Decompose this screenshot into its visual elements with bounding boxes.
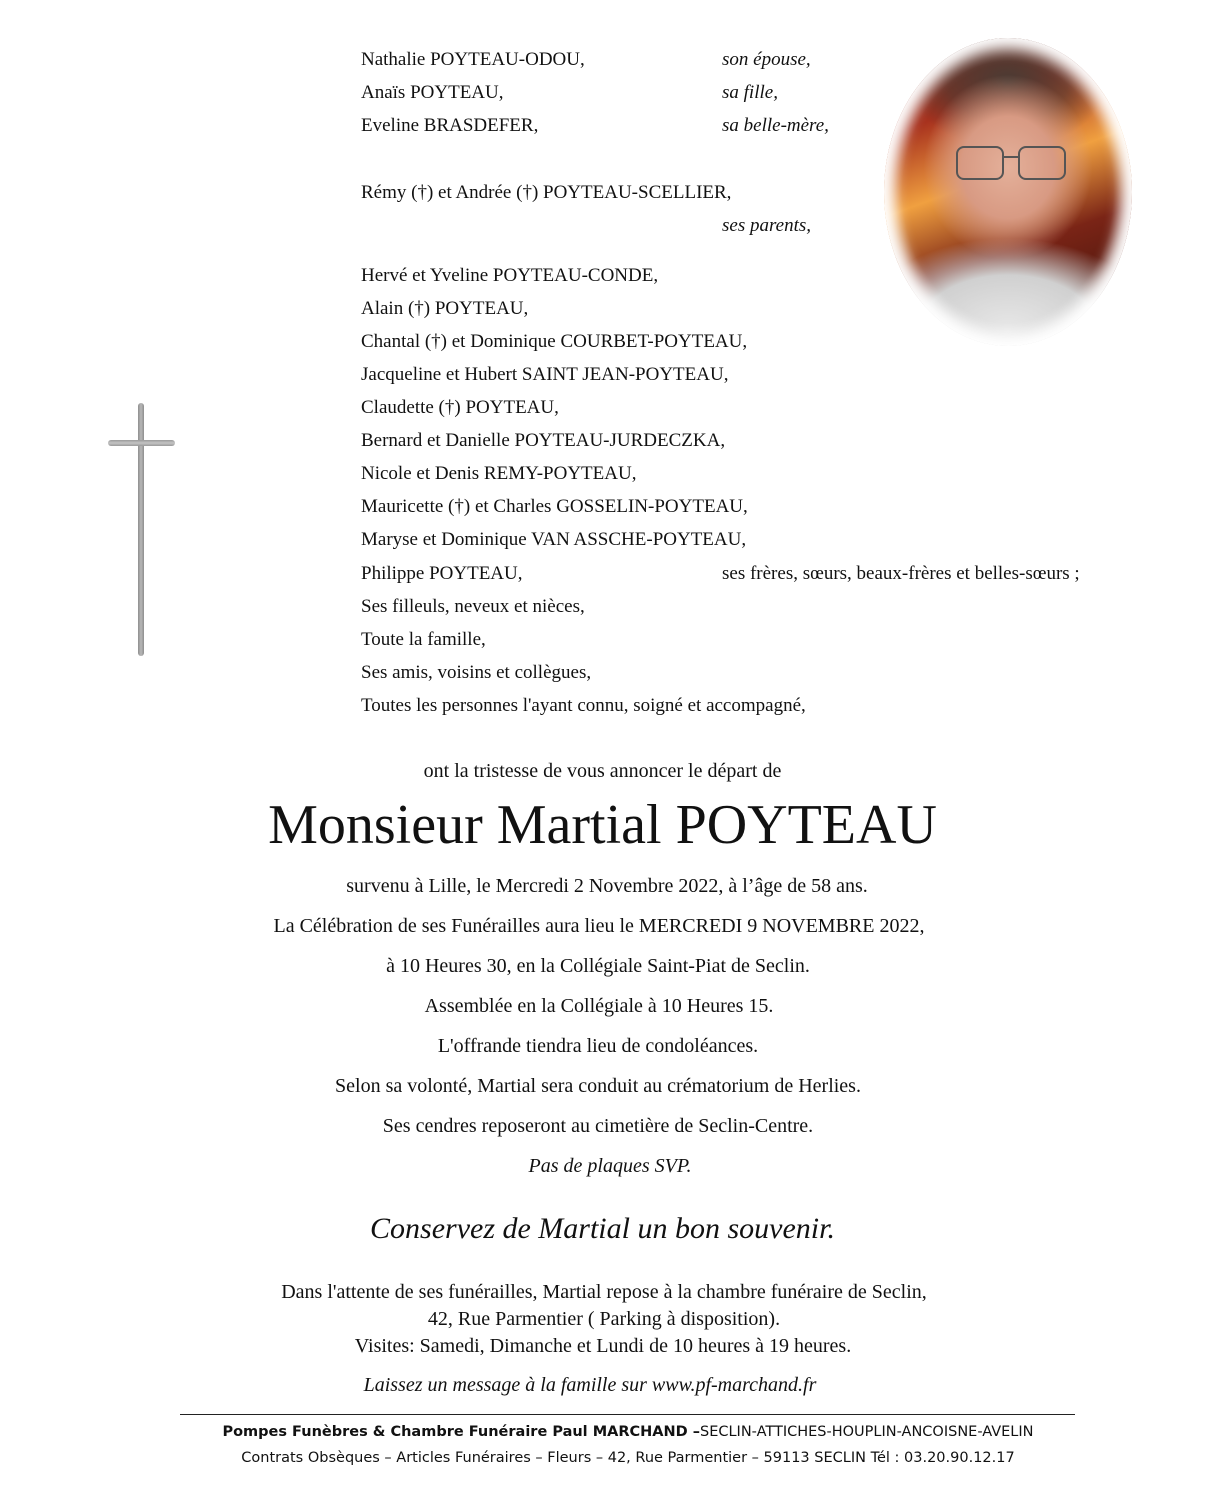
family-role: ses frères, sœurs, beaux-frères et belles-sœurs ; <box>722 563 1080 584</box>
family-name: Hervé et Yveline POYTEAU-CONDE, <box>361 265 659 286</box>
footer-company-line <box>0 1424 1214 1440</box>
family-name: Chantal (†) et Dominique COURBET-POYTEAU, <box>361 331 748 352</box>
family-name: Claudette (†) POYTEAU, <box>361 397 559 418</box>
deceased-name: Monsieur Martial POYTEAU <box>268 794 937 856</box>
detail-line: survenu à Lille, le Mercredi 2 Novembre 2022, à l’âge de 58 ans. <box>346 875 868 897</box>
family-role: ses parents, <box>722 215 812 236</box>
family-role: son épouse, <box>722 49 811 70</box>
no-plaques-note: Pas de plaques SVP. <box>528 1155 692 1177</box>
family-name: Mauricette (†) et Charles GOSSELIN-POYTEAU, <box>361 496 748 517</box>
repose-line: Dans l'attente de ses funérailles, Martial repose à la chambre funéraire de Seclin, <box>281 1281 927 1303</box>
family-role: sa belle-mère, <box>722 115 829 136</box>
announcement-intro: ont la tristesse de vous annoncer le départ de <box>423 760 782 782</box>
family-name: Ses amis, voisins et collègues, <box>361 662 592 683</box>
family-name: Toute la famille, <box>361 629 486 650</box>
souvenir-line: Conservez de Martial un bon souvenir. <box>370 1212 835 1245</box>
detail-line: Ses cendres reposeront au cimetière de Seclin-Centre. <box>382 1115 814 1137</box>
footer-company: Pompes Funèbres & Chambre Funéraire Paul MARCHAND – <box>222 1424 700 1440</box>
family-name: Alain (†) POYTEAU, <box>361 298 529 319</box>
detail-line: La Célébration de ses Funérailles aura lieu le MERCREDI 9 NOVEMBRE 2022, <box>273 915 925 937</box>
family-name: Toutes les personnes l'ayant connu, soigné et accompagné, <box>361 695 806 716</box>
family-name: Anaïs POYTEAU, <box>361 82 504 103</box>
family-name: Eveline BRASDEFER, <box>361 115 539 136</box>
website-message: Laissez un message à la famille sur www.pf-marchand.fr <box>363 1374 817 1396</box>
repose-line: Visites: Samedi, Dimanche et Lundi de 10 heures à 19 heures. <box>354 1335 852 1357</box>
family-name: Rémy (†) et Andrée (†) POYTEAU-SCELLIER, <box>361 182 732 203</box>
family-name: Philippe POYTEAU, <box>361 563 523 584</box>
detail-line: Selon sa volonté, Martial sera conduit au crématorium de Herlies. <box>335 1075 861 1097</box>
family-name: Bernard et Danielle POYTEAU-JURDECZKA, <box>361 430 726 451</box>
footer-towns: SECLIN-ATTICHES-HOUPLIN-ANCOISNE-AVELIN <box>699 1424 1034 1440</box>
detail-line: L'offrande tiendra lieu de condoléances. <box>437 1035 759 1057</box>
family-name: Jacqueline et Hubert SAINT JEAN-POYTEAU, <box>361 364 729 385</box>
footer-services: Contrats Obsèques – Articles Funéraires – Fleurs – 42, Rue Parmentier – 59113 SECLIN Tél : 03.20.90.12.17 <box>241 1450 1015 1466</box>
repose-line: 42, Rue Parmentier ( Parking à disposition). <box>427 1308 781 1330</box>
footer-divider <box>180 1414 1075 1415</box>
family-name: Ses filleuls, neveux et nièces, <box>361 596 585 617</box>
family-role: sa fille, <box>722 82 778 103</box>
detail-line: Assemblée en la Collégiale à 10 Heures 15. <box>424 995 774 1017</box>
family-name: Nicole et Denis REMY-POYTEAU, <box>361 463 637 484</box>
family-name: Nathalie POYTEAU-ODOU, <box>361 49 585 70</box>
detail-line: à 10 Heures 30, en la Collégiale Saint-Piat de Seclin. <box>386 955 810 977</box>
family-name: Maryse et Dominique VAN ASSCHE-POYTEAU, <box>361 529 747 550</box>
portrait-photo <box>884 38 1132 346</box>
